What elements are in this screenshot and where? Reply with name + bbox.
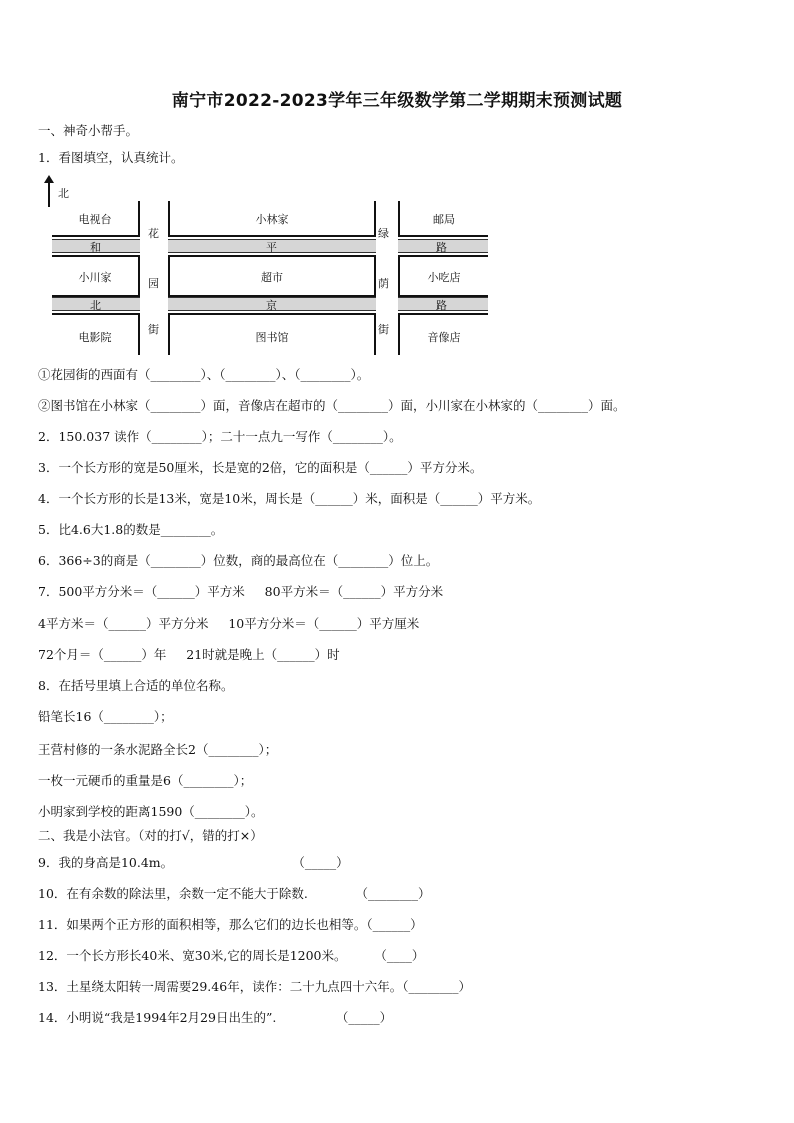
block-snack-shop <box>398 255 488 297</box>
lvyin-street-label-1: 绿 <box>378 227 389 240</box>
block-tv-station <box>52 201 140 237</box>
question-8: 8．在括号里填上合适的单位名称。 <box>38 678 234 693</box>
section-heading-2: 二、我是小法官。（对的打√，错的打×） <box>38 828 263 843</box>
beijing-road-label-3: 路 <box>436 299 447 312</box>
question-3: 3．一个长方形的宽是50厘米，长是宽的2倍，它的面积是（______）平方分米。 <box>38 460 483 475</box>
question-10: 10．在有余数的除法里，余数一定不能大于除数. （________） <box>38 886 431 901</box>
question-6: 6．366÷3的商是（________）位数，商的最高位在（________）位上。 <box>38 553 439 568</box>
library-label: 图书馆 <box>255 331 289 344</box>
heping-road-label-2: 平 <box>266 241 277 254</box>
block-cinema <box>52 313 140 355</box>
heping-road-west <box>52 239 140 253</box>
lvyin-street-label-3: 街 <box>378 323 389 336</box>
beijing-road-label-2: 京 <box>266 299 277 312</box>
page-title: 南宁市2022-2023学年三年级数学第二学期期末预测试题 <box>171 91 623 111</box>
question-9: 9．我的身高是10.4m。 （_____） <box>38 855 349 870</box>
xiaolin-home-label: 小林家 <box>255 213 289 226</box>
question-13: 13．土星绕太阳转一周需要29.46年，读作：二十九点四十六年。（________） <box>38 979 471 994</box>
huayuan-street-label-2: 园 <box>148 277 159 290</box>
beijing-road-east <box>398 297 488 311</box>
huayuan-street-label-1: 花 <box>148 227 159 240</box>
snack-shop-label: 小吃店 <box>427 271 461 284</box>
question-14: 14．小明说“我是1994年2月29日出生的”. （_____） <box>38 1010 393 1025</box>
question-7b: 4平方米＝（______）平方分米 10平方分米＝（______）平方厘米 <box>38 616 420 631</box>
heping-road-east <box>398 239 488 253</box>
question-12: 12．一个长方形长40米、宽30米,它的周长是1200米。 （____） <box>38 948 425 963</box>
tv-station-label: 电视台 <box>78 213 112 226</box>
post-office-label: 邮局 <box>433 213 455 226</box>
block-library <box>168 313 376 355</box>
question-7a: 7．500平方分米＝（______）平方米 80平方米＝（______）平方分米 <box>38 584 444 599</box>
block-audio-shop <box>398 313 488 355</box>
heping-road-middle <box>168 239 376 253</box>
block-xiaolin-home <box>168 201 376 237</box>
block-xiaochuan-home <box>52 255 140 297</box>
cinema-label: 电影院 <box>78 331 112 344</box>
question-1b: ②图书馆在小林家（________）面，音像店在超市的（________）面，小川家在小林家的（________）面。 <box>38 398 626 413</box>
north-label: 北 <box>58 187 69 200</box>
question-8d: 小明家到学校的距离1590（________）。 <box>38 804 264 819</box>
question-8a: 铅笔长16（________）； <box>38 709 173 724</box>
beijing-road-west <box>52 297 140 311</box>
audio-shop-label: 音像店 <box>427 331 461 344</box>
block-supermarket <box>168 255 376 297</box>
north-arrow-shaft <box>48 177 50 207</box>
question-1-intro: 1．看图填空，认真统计。 <box>38 150 184 165</box>
question-8c: 一枚一元硬币的重量是6（________）； <box>38 773 253 788</box>
xiaochuan-home-label: 小川家 <box>78 271 112 284</box>
supermarket-label: 超市 <box>261 271 283 284</box>
question-1a: ①花园街的西面有（________）、（________）、（________）。 <box>38 367 370 382</box>
heping-road-label-1: 和 <box>90 241 101 254</box>
question-4: 4．一个长方形的长是13米，宽是10米，周长是（______）米，面积是（______）平方米。 <box>38 491 541 506</box>
question-8b: 王营村修的一条水泥路全长2（________）； <box>38 742 278 757</box>
block-post-office <box>398 201 488 237</box>
section-heading-1: 一、神奇小帮手。 <box>38 123 139 138</box>
question-7c: 72个月＝（______）年 21时就是晚上（______）时 <box>38 647 340 662</box>
question-11: 11．如果两个正方形的面积相等，那么它们的边长也相等。（______） <box>38 917 423 932</box>
question-5: 5．比4.6大1.8的数是________。 <box>38 522 224 537</box>
huayuan-street-label-3: 街 <box>148 323 159 336</box>
heping-road-label-3: 路 <box>436 241 447 254</box>
beijing-road-middle <box>168 297 376 311</box>
question-2: 2．150.037 读作（________）；二十一点九一写作（________）。 <box>38 429 402 444</box>
street-map <box>38 175 488 355</box>
lvyin-street-label-2: 荫 <box>378 277 389 290</box>
beijing-road-label-1: 北 <box>90 299 101 312</box>
